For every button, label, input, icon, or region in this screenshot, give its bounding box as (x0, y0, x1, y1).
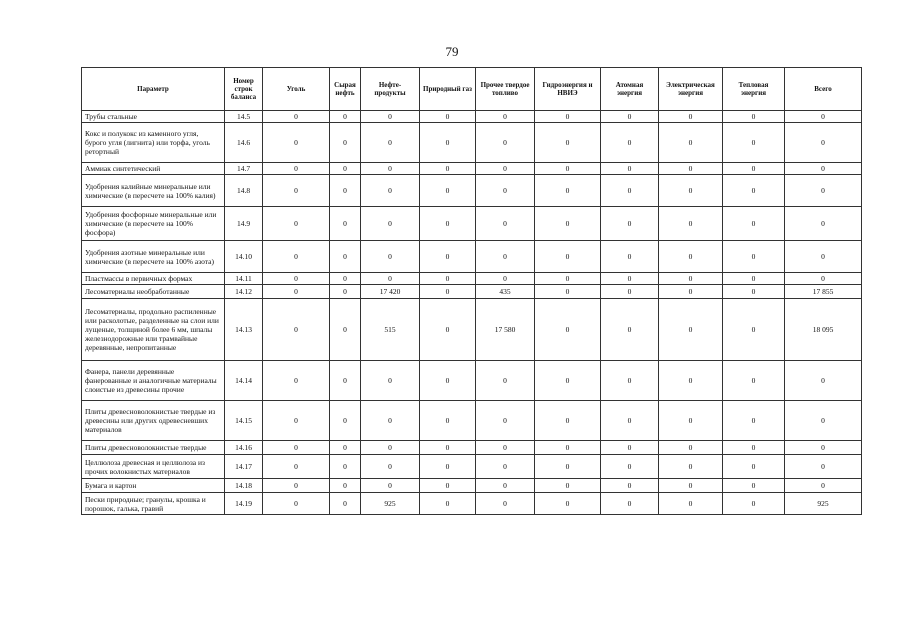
value-cell: 0 (535, 455, 601, 479)
value-cell: 0 (535, 175, 601, 207)
value-cell: 0 (601, 493, 659, 515)
value-cell: 0 (659, 441, 723, 455)
value-cell: 0 (420, 361, 476, 401)
line-number-cell: 14.9 (225, 207, 263, 241)
value-cell: 0 (263, 299, 330, 361)
value-cell: 0 (361, 123, 420, 163)
value-cell: 0 (330, 493, 361, 515)
value-cell: 0 (659, 285, 723, 299)
value-cell: 435 (476, 285, 535, 299)
value-cell: 0 (330, 111, 361, 123)
table-row (82, 285, 862, 299)
line-number-cell: 14.11 (225, 273, 263, 285)
value-cell: 0 (263, 241, 330, 273)
line-number-cell: 14.16 (225, 441, 263, 455)
value-cell: 0 (785, 241, 862, 273)
value-cell: 0 (420, 493, 476, 515)
value-cell: 0 (659, 455, 723, 479)
value-cell: 0 (330, 455, 361, 479)
value-cell: 0 (723, 299, 785, 361)
table-row (82, 163, 862, 175)
value-cell: 0 (330, 285, 361, 299)
value-cell: 0 (420, 285, 476, 299)
line-number-cell: 14.10 (225, 241, 263, 273)
value-cell: 0 (330, 241, 361, 273)
value-cell: 0 (330, 175, 361, 207)
value-cell: 0 (263, 111, 330, 123)
value-cell: 0 (723, 401, 785, 441)
parameter-cell: Пески природные; гранулы, крошка и порошок, галька, гравий (82, 493, 225, 515)
value-cell: 0 (330, 441, 361, 455)
value-cell: 925 (785, 493, 862, 515)
value-cell: 0 (263, 123, 330, 163)
value-cell: 0 (263, 175, 330, 207)
table-row (82, 401, 862, 441)
value-cell: 0 (785, 175, 862, 207)
value-cell: 0 (420, 455, 476, 479)
value-cell: 0 (263, 273, 330, 285)
line-number-cell: 14.15 (225, 401, 263, 441)
value-cell: 0 (420, 163, 476, 175)
table-row (82, 273, 862, 285)
value-cell: 0 (601, 111, 659, 123)
value-cell: 17 420 (361, 285, 420, 299)
value-cell: 0 (330, 163, 361, 175)
value-cell: 0 (535, 401, 601, 441)
value-cell: 0 (723, 123, 785, 163)
column-header: Нефте-продукты (361, 68, 420, 111)
value-cell: 0 (420, 241, 476, 273)
value-cell: 0 (723, 493, 785, 515)
value-cell: 0 (361, 175, 420, 207)
value-cell: 0 (601, 361, 659, 401)
parameter-cell: Удобрения фосфорные минеральные или химические (в пересчете на 100% фосфора) (82, 207, 225, 241)
table-row (82, 123, 862, 163)
line-number-cell: 14.14 (225, 361, 263, 401)
value-cell: 0 (723, 441, 785, 455)
value-cell: 0 (330, 299, 361, 361)
parameter-cell: Пластмассы в первичных формах (82, 273, 225, 285)
column-header: Параметр (82, 68, 225, 111)
value-cell: 0 (476, 455, 535, 479)
line-number-cell: 14.5 (225, 111, 263, 123)
value-cell: 0 (263, 361, 330, 401)
value-cell: 0 (476, 111, 535, 123)
value-cell: 0 (723, 273, 785, 285)
value-cell: 0 (601, 163, 659, 175)
table-row (82, 441, 862, 455)
value-cell: 0 (601, 479, 659, 493)
column-header: Тепловая энергия (723, 68, 785, 111)
energy-balance-table (81, 67, 862, 515)
value-cell: 0 (601, 441, 659, 455)
value-cell: 0 (263, 207, 330, 241)
value-cell: 0 (330, 401, 361, 441)
value-cell: 0 (420, 123, 476, 163)
value-cell: 0 (785, 441, 862, 455)
value-cell: 0 (723, 111, 785, 123)
column-header: Номер строк баланса (225, 68, 263, 111)
value-cell: 0 (361, 479, 420, 493)
value-cell: 0 (420, 299, 476, 361)
value-cell: 18 095 (785, 299, 862, 361)
value-cell: 0 (535, 163, 601, 175)
value-cell: 0 (659, 401, 723, 441)
line-number-cell: 14.18 (225, 479, 263, 493)
column-header: Прочее твердое топливо (476, 68, 535, 111)
value-cell: 0 (361, 241, 420, 273)
line-number-cell: 14.17 (225, 455, 263, 479)
value-cell: 0 (263, 479, 330, 493)
parameter-cell: Лесоматериалы необработанные (82, 285, 225, 299)
value-cell: 0 (361, 111, 420, 123)
value-cell: 0 (476, 493, 535, 515)
value-cell: 0 (420, 401, 476, 441)
parameter-cell: Лесоматериалы, продольно распиленные или расколотые, разделенные на слои или лущеные, толщиной более 6 мм, шпалы железнодорожные или трамвайные деревянные, непропитанные (82, 299, 225, 361)
value-cell: 0 (535, 285, 601, 299)
value-cell: 0 (420, 273, 476, 285)
value-cell: 0 (785, 401, 862, 441)
value-cell: 0 (476, 273, 535, 285)
value-cell: 0 (723, 479, 785, 493)
value-cell: 0 (659, 493, 723, 515)
value-cell: 0 (476, 441, 535, 455)
value-cell: 0 (659, 273, 723, 285)
parameter-cell: Удобрения азотные минеральные или химические (в пересчете на 100% азота) (82, 241, 225, 273)
value-cell: 0 (785, 111, 862, 123)
value-cell: 0 (420, 441, 476, 455)
value-cell: 0 (723, 361, 785, 401)
value-cell: 0 (263, 401, 330, 441)
value-cell: 0 (659, 299, 723, 361)
value-cell: 0 (263, 441, 330, 455)
column-header: Уголь (263, 68, 330, 111)
value-cell: 0 (330, 273, 361, 285)
table-row (82, 207, 862, 241)
column-header: Сырая нефть (330, 68, 361, 111)
parameter-cell: Бумага и картон (82, 479, 225, 493)
value-cell: 0 (659, 207, 723, 241)
value-cell: 0 (659, 241, 723, 273)
parameter-cell: Удобрения калийные минеральные или химические (в пересчете на 100% калия) (82, 175, 225, 207)
value-cell: 0 (601, 241, 659, 273)
value-cell: 0 (476, 361, 535, 401)
line-number-cell: 14.8 (225, 175, 263, 207)
column-header: Всего (785, 68, 862, 111)
value-cell: 0 (535, 273, 601, 285)
value-cell: 515 (361, 299, 420, 361)
value-cell: 0 (361, 207, 420, 241)
value-cell: 0 (420, 207, 476, 241)
value-cell: 0 (723, 175, 785, 207)
value-cell: 0 (723, 163, 785, 175)
value-cell: 0 (601, 455, 659, 479)
value-cell: 0 (361, 361, 420, 401)
value-cell: 0 (361, 163, 420, 175)
value-cell: 0 (420, 175, 476, 207)
value-cell: 0 (476, 123, 535, 163)
value-cell: 0 (785, 361, 862, 401)
value-cell: 0 (723, 285, 785, 299)
value-cell: 0 (535, 241, 601, 273)
parameter-cell: Фанера, панели деревянные фанерованные и аналогичные материалы слоистые из древесины прочие (82, 361, 225, 401)
value-cell: 0 (723, 241, 785, 273)
value-cell: 0 (535, 493, 601, 515)
value-cell: 0 (535, 207, 601, 241)
parameter-cell: Трубы стальные (82, 111, 225, 123)
column-header: Электрическая энергия (659, 68, 723, 111)
value-cell: 0 (601, 123, 659, 163)
value-cell: 0 (361, 441, 420, 455)
table-row (82, 479, 862, 493)
value-cell: 0 (723, 207, 785, 241)
table-row (82, 175, 862, 207)
table-body (82, 111, 862, 515)
value-cell: 0 (476, 241, 535, 273)
value-cell: 0 (659, 163, 723, 175)
value-cell: 0 (535, 479, 601, 493)
value-cell: 0 (330, 123, 361, 163)
value-cell: 0 (601, 285, 659, 299)
value-cell: 0 (361, 273, 420, 285)
table-row (82, 455, 862, 479)
value-cell: 0 (361, 455, 420, 479)
line-number-cell: 14.6 (225, 123, 263, 163)
table-row (82, 299, 862, 361)
value-cell: 0 (263, 455, 330, 479)
value-cell: 0 (476, 401, 535, 441)
value-cell: 0 (785, 455, 862, 479)
value-cell: 0 (601, 273, 659, 285)
value-cell: 0 (535, 441, 601, 455)
column-header: Природный газ (420, 68, 476, 111)
value-cell: 0 (659, 479, 723, 493)
value-cell: 0 (659, 361, 723, 401)
value-cell: 0 (785, 123, 862, 163)
value-cell: 0 (535, 123, 601, 163)
value-cell: 0 (659, 175, 723, 207)
value-cell: 0 (601, 401, 659, 441)
value-cell: 17 855 (785, 285, 862, 299)
value-cell: 0 (535, 111, 601, 123)
parameter-cell: Плиты древесноволокнистые твердые (82, 441, 225, 455)
value-cell: 0 (785, 207, 862, 241)
value-cell: 0 (723, 455, 785, 479)
table-row (82, 111, 862, 123)
column-header: Гидроэнергия и НВИЭ (535, 68, 601, 111)
value-cell: 0 (476, 175, 535, 207)
value-cell: 0 (785, 479, 862, 493)
parameter-cell: Кокс и полукокс из каменного угля, бурого угля (лигнита) или торфа, уголь ретортный (82, 123, 225, 163)
value-cell: 0 (263, 285, 330, 299)
value-cell: 0 (535, 299, 601, 361)
line-number-cell: 14.7 (225, 163, 263, 175)
value-cell: 0 (263, 163, 330, 175)
table-header-row (82, 68, 862, 111)
value-cell: 0 (330, 479, 361, 493)
value-cell: 0 (659, 111, 723, 123)
value-cell: 925 (361, 493, 420, 515)
value-cell: 0 (476, 163, 535, 175)
table-row (82, 493, 862, 515)
parameter-cell: Плиты древесноволокнистые твердые из древесины или других одревесневших материалов (82, 401, 225, 441)
line-number-cell: 14.19 (225, 493, 263, 515)
value-cell: 0 (601, 175, 659, 207)
value-cell: 0 (601, 207, 659, 241)
parameter-cell: Аммиак синтетический (82, 163, 225, 175)
value-cell: 17 580 (476, 299, 535, 361)
page-number: 79 (445, 44, 459, 59)
value-cell: 0 (601, 299, 659, 361)
value-cell: 0 (535, 361, 601, 401)
value-cell: 0 (330, 361, 361, 401)
table-row (82, 361, 862, 401)
table-row (82, 241, 862, 273)
column-header: Атомная энергия (601, 68, 659, 111)
parameter-cell: Целлюлоза древесная и целлюлоза из прочих волокнистых материалов (82, 455, 225, 479)
value-cell: 0 (420, 479, 476, 493)
value-cell: 0 (330, 207, 361, 241)
value-cell: 0 (659, 123, 723, 163)
value-cell: 0 (420, 111, 476, 123)
value-cell: 0 (785, 163, 862, 175)
value-cell: 0 (361, 401, 420, 441)
value-cell: 0 (476, 207, 535, 241)
line-number-cell: 14.13 (225, 299, 263, 361)
value-cell: 0 (476, 479, 535, 493)
line-number-cell: 14.12 (225, 285, 263, 299)
value-cell: 0 (263, 493, 330, 515)
value-cell: 0 (785, 273, 862, 285)
